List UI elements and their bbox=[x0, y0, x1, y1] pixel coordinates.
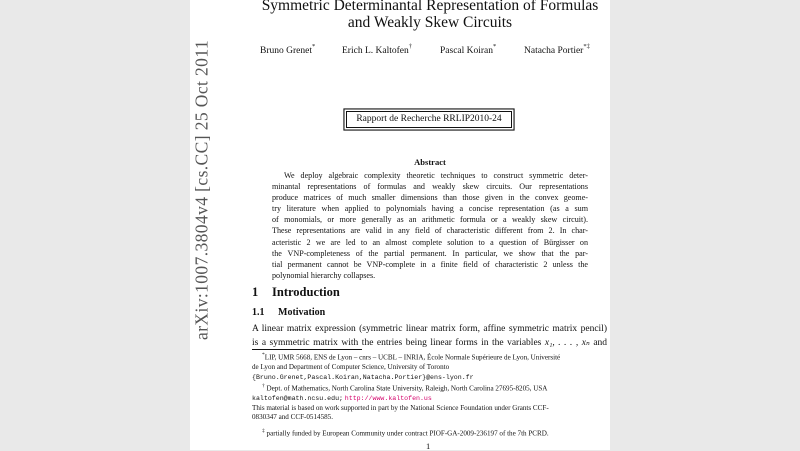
footnote-contact bbox=[252, 394, 608, 404]
kaltofen-homepage-link[interactable]: http://www.kaltofen.us bbox=[344, 395, 432, 403]
abstract-body bbox=[272, 170, 588, 281]
kaltofen-email[interactable]: kaltofen@math.ncsu.edu; bbox=[252, 395, 344, 403]
author: Bruno Grenet* bbox=[260, 43, 316, 57]
arxiv-identifier: arXiv:1007.3804v4 [cs.CC] 25 Oct 2011 bbox=[191, 40, 212, 340]
subsection-heading bbox=[252, 307, 325, 318]
abstract-line: produce matrices of much smaller dimensions than those given in the convex geome- bbox=[272, 193, 588, 203]
subsection-title: Motivation bbox=[278, 307, 326, 318]
footnote-line: 0830347 and CCF-0514585. bbox=[252, 413, 333, 422]
author: Natacha Portier*‡ bbox=[524, 43, 590, 57]
footnote-line: This material is based on work supported in part by the National Science Foundation under Grants CCF- bbox=[252, 403, 549, 412]
footnote-affiliation-2: † Dept. of Mathematics, North Carolina State University, Raleigh, North Carolina 27695-8205, USA bbox=[262, 383, 548, 393]
footnote-rule bbox=[252, 349, 362, 350]
section-number: 1 bbox=[252, 285, 259, 299]
author-list bbox=[250, 44, 610, 60]
footnote-funding: ‡ partially funded by European Community under contract PIOF-GA-2009-236197 of the 7th PCRD. bbox=[262, 427, 549, 438]
section-title: Introduction bbox=[272, 285, 340, 299]
body-line: A linear matrix expression (symmetric linear matrix form, affine symmetric matrix pencil) bbox=[252, 324, 607, 334]
page-number: 1 bbox=[426, 441, 431, 451]
report-number-box bbox=[346, 111, 512, 128]
body-paragraph bbox=[252, 323, 607, 350]
paper-title-line-1: Symmetric Determinantal Representation of Formulas bbox=[261, 0, 599, 14]
abstract-line: of monomials, or more generally as an arithmetic formula or a weakly skew circuit). bbox=[272, 215, 588, 225]
abstract-line: polynomial hierarchy collapses. bbox=[272, 270, 376, 280]
abstract-line: minantal representations of formulas and weakly skew circuits. Our representations bbox=[272, 182, 588, 192]
report-number: Rapport de Recherche RRLIP2010-24 bbox=[356, 114, 502, 124]
author: Erich L. Kaltofen† bbox=[342, 43, 412, 57]
abstract-line: try literature when applied to polynomials having a concise representation (as a sum bbox=[272, 204, 588, 214]
abstract-line: tial permanent cannot be VNP-complete in a finite field of characteristic 2 unless the bbox=[272, 259, 588, 269]
abstract-line: acteristic 2 we are led to an almost complete solution to a question of Bürgisser on bbox=[272, 237, 588, 247]
abstract-line: These representations are valid in any field of characteristic different from 2. In char- bbox=[272, 226, 588, 236]
author: Pascal Koiran* bbox=[440, 43, 497, 57]
footnote-emails: {Bruno.Grenet,Pascal.Koiran,Natacha.Portier}@ens-lyon.fr bbox=[252, 373, 474, 381]
paper-title-line-2: and Weakly Skew Circuits bbox=[347, 14, 513, 31]
subsection-number: 1.1 bbox=[252, 307, 265, 318]
math-variables: x₁, . . . , xₙ bbox=[544, 337, 590, 348]
body-line: is a symmetric matrix with the entries being linear forms in the variables x₁, . . . , xₙ and bbox=[252, 337, 608, 348]
abstract-line: We deploy algebraic complexity theoretic techniques to construct symmetric deter- bbox=[284, 171, 588, 180]
abstract-line: the VNP-completeness of the partial permanent. In particular, we show that the par- bbox=[272, 248, 588, 258]
footnote-affiliation-1: *LIP, UMR 5668, ENS de Lyon – cnrs – UCBL – INRIA, École Normale Supérieure de Lyon, Université bbox=[262, 352, 561, 362]
abstract-heading: Abstract bbox=[414, 157, 446, 167]
section-heading bbox=[252, 285, 340, 300]
footnotes bbox=[252, 351, 608, 439]
footnote-line: de Lyon and Department of Computer Science, University of Toronto bbox=[252, 362, 450, 371]
